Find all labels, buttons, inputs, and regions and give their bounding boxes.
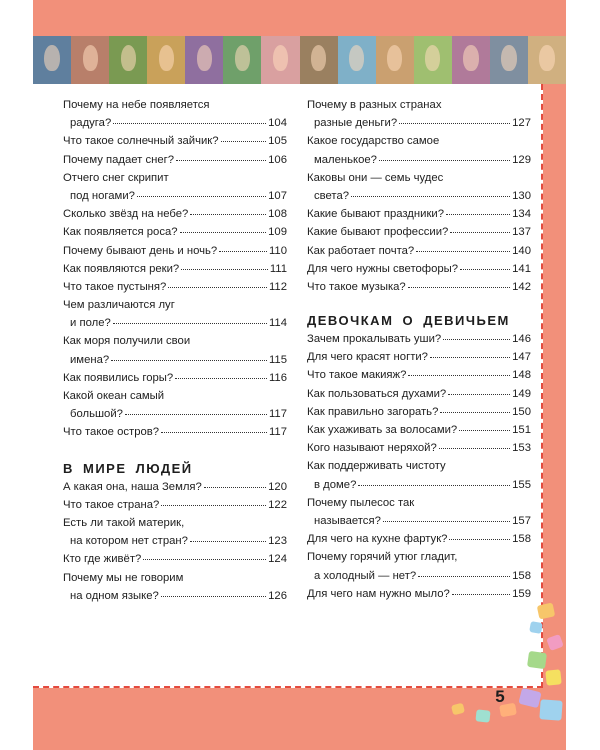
toc-entry bbox=[307, 585, 531, 603]
toc-entry-title: в доме? bbox=[314, 478, 357, 491]
toc-entry bbox=[63, 569, 287, 605]
toc-entry-line bbox=[63, 569, 287, 587]
toc-entry-title: разные деньги? bbox=[314, 117, 398, 130]
toc-entry-line bbox=[63, 260, 287, 278]
toc-entry-line bbox=[307, 439, 531, 457]
toc-entry-title: Как появились горы? bbox=[63, 371, 174, 384]
toc-entry-title: света? bbox=[314, 189, 350, 202]
toc-entry-title: Как правильно загорать? bbox=[307, 405, 439, 418]
dot-leader bbox=[161, 595, 266, 597]
toc-entry bbox=[307, 403, 531, 421]
toc-entry bbox=[63, 514, 287, 550]
toc-entry-title: большой? bbox=[70, 408, 123, 421]
child-photo bbox=[223, 36, 261, 84]
toc-entry-line bbox=[307, 223, 531, 241]
toc-entry bbox=[307, 132, 531, 168]
toc-entry-line bbox=[63, 387, 287, 405]
toc-left-column bbox=[63, 96, 287, 605]
section-heading-girls: ДЕВОЧКАМ О ДЕВИЧЬЕМ bbox=[307, 313, 510, 329]
toc-page-number: 107 bbox=[268, 189, 287, 202]
toc-page-number: 158 bbox=[512, 533, 531, 546]
dot-leader bbox=[113, 122, 266, 124]
toc-entry-line bbox=[307, 457, 531, 475]
toc-page-number: 151 bbox=[512, 424, 531, 436]
dot-leader bbox=[408, 374, 510, 376]
toc-entry bbox=[63, 369, 287, 387]
toc-page-number: 141 bbox=[512, 262, 531, 275]
photo-strip bbox=[33, 36, 566, 84]
toc-entry-line bbox=[307, 403, 531, 421]
left-entries bbox=[63, 96, 287, 442]
toc-entry-line bbox=[307, 366, 531, 384]
toc-page-number: 140 bbox=[512, 244, 531, 257]
toc-entry-line bbox=[63, 369, 287, 387]
dot-leader bbox=[219, 250, 267, 252]
toc-entry-line bbox=[307, 330, 531, 348]
confetti-square bbox=[539, 699, 562, 720]
toc-entry bbox=[63, 496, 287, 514]
toc-page-number: 155 bbox=[512, 478, 531, 491]
dot-leader bbox=[416, 250, 510, 252]
toc-entry-line bbox=[307, 585, 531, 603]
toc-entry bbox=[63, 478, 287, 496]
toc-entry-line bbox=[63, 278, 287, 296]
toc-entry-line bbox=[63, 187, 287, 205]
toc-entry-line bbox=[63, 351, 287, 369]
toc-entry-line bbox=[307, 421, 531, 439]
child-photo bbox=[414, 36, 452, 84]
toc-entry-line bbox=[63, 242, 287, 260]
dot-leader bbox=[181, 268, 268, 270]
toc-page-number: 105 bbox=[268, 135, 287, 148]
toc-page-number: 134 bbox=[512, 208, 531, 221]
toc-entry-line bbox=[63, 405, 287, 423]
toc-entry-title: Почему падает снег? bbox=[63, 153, 175, 166]
toc-entry bbox=[307, 457, 531, 493]
dot-leader bbox=[204, 486, 266, 488]
toc-entry-line bbox=[307, 114, 531, 132]
toc-page-number: 115 bbox=[268, 353, 287, 366]
toc-entry-line bbox=[63, 223, 287, 241]
toc-entry-line bbox=[307, 512, 531, 530]
toc-page-number: 159 bbox=[512, 587, 531, 600]
toc-entry-title: на одном языке? bbox=[70, 589, 159, 602]
toc-entry bbox=[307, 530, 531, 548]
toc-entry bbox=[63, 132, 287, 150]
toc-page-number: 146 bbox=[512, 333, 531, 346]
toc-entry-title: Какое государство самое bbox=[307, 135, 440, 148]
toc-entry bbox=[63, 296, 287, 332]
toc-page-number: 108 bbox=[268, 208, 287, 221]
toc-entry bbox=[63, 387, 287, 423]
toc-entry-line bbox=[63, 96, 287, 114]
toc-entry-title: Что такое музыка? bbox=[307, 280, 406, 293]
toc-entry-line bbox=[63, 587, 287, 605]
toc-entry-line bbox=[63, 205, 287, 223]
toc-entry-title: Что такое страна? bbox=[63, 498, 160, 511]
toc-entry-line bbox=[307, 385, 531, 403]
toc-page-number: 114 bbox=[268, 317, 287, 330]
toc-entry-title: Как поддерживать чистоту bbox=[307, 460, 446, 473]
right-entries bbox=[307, 96, 531, 296]
toc-entry-title: Как появляется роса? bbox=[63, 226, 178, 239]
toc-entry-title: Почему пылесос так bbox=[307, 496, 415, 509]
toc-entry-line bbox=[307, 348, 531, 366]
toc-entry bbox=[307, 366, 531, 384]
dot-leader bbox=[221, 140, 267, 142]
confetti-square bbox=[545, 669, 561, 685]
girls-entries bbox=[307, 330, 531, 603]
child-photo bbox=[338, 36, 376, 84]
toc-entry-title: Как моря получили свои bbox=[63, 335, 191, 348]
toc-entry-title: а холодный — нет? bbox=[314, 569, 417, 582]
toc-page-number: 126 bbox=[268, 589, 287, 602]
toc-entry-title: Как пользоваться духами? bbox=[307, 387, 447, 400]
toc-page-number: 158 bbox=[512, 569, 531, 582]
toc-page-number: 124 bbox=[268, 553, 287, 566]
toc-entry-line bbox=[307, 151, 531, 169]
toc-entry-title: под ногами? bbox=[70, 189, 135, 202]
child-photo bbox=[376, 36, 414, 84]
toc-entry bbox=[307, 330, 531, 348]
section-spacer bbox=[63, 442, 287, 460]
toc-page-number: 106 bbox=[268, 153, 287, 166]
toc-entry bbox=[63, 550, 287, 568]
toc-entry-title: Для чего нам нужно мыло? bbox=[307, 587, 450, 600]
toc-entry-title: Есть ли такой материк, bbox=[63, 516, 185, 529]
toc-entry-title: называется? bbox=[314, 514, 381, 527]
toc-page-number: 147 bbox=[512, 351, 531, 364]
toc-page-number: 130 bbox=[512, 189, 531, 202]
dot-leader bbox=[180, 231, 267, 233]
toc-entry bbox=[307, 223, 531, 241]
toc-entry-title: Что такое остров? bbox=[63, 426, 160, 439]
toc-entry bbox=[63, 223, 287, 241]
toc-entry-title: и поле? bbox=[70, 317, 111, 330]
toc-entry-line bbox=[307, 278, 531, 296]
toc-entry-title: Кто где живёт? bbox=[63, 553, 142, 566]
dot-leader bbox=[399, 122, 510, 124]
toc-entry-title: Зачем прокалывать уши? bbox=[307, 333, 442, 346]
toc-entry-title: Что такое солнечный зайчик? bbox=[63, 135, 219, 148]
dot-leader bbox=[111, 359, 267, 361]
toc-page-number: 137 bbox=[512, 226, 531, 239]
child-photo bbox=[490, 36, 528, 84]
toc-entry bbox=[307, 385, 531, 403]
toc-page-number: 111 bbox=[269, 262, 287, 275]
toc-entry-title: Каковы они — семь чудес bbox=[307, 171, 444, 184]
toc-entry bbox=[63, 96, 287, 132]
toc-page-number: 123 bbox=[268, 535, 287, 548]
toc-page-number: 122 bbox=[268, 498, 287, 511]
toc-page-number: 104 bbox=[268, 117, 287, 130]
child-photo bbox=[71, 36, 109, 84]
dot-leader bbox=[168, 286, 267, 288]
toc-page-number: 149 bbox=[512, 387, 531, 400]
toc-entry-title: Для чего нужны светофоры? bbox=[307, 262, 459, 275]
toc-entry-title: на котором нет стран? bbox=[70, 535, 188, 548]
dot-leader bbox=[190, 540, 266, 542]
dot-leader bbox=[383, 520, 510, 522]
toc-entry-line bbox=[63, 332, 287, 350]
toc-entry-line bbox=[307, 169, 531, 187]
toc-page-number: 120 bbox=[268, 480, 287, 493]
dot-leader bbox=[440, 411, 510, 413]
toc-entry-title: Какой океан самый bbox=[63, 390, 165, 402]
dot-leader bbox=[452, 593, 510, 595]
dot-leader bbox=[113, 322, 267, 324]
toc-entry-line bbox=[307, 242, 531, 260]
toc-entry bbox=[307, 421, 531, 439]
dot-leader bbox=[358, 484, 510, 486]
toc-entry-title: Что такое пустыня? bbox=[63, 280, 167, 293]
toc-entry bbox=[63, 169, 287, 205]
toc-entry-title: маленькое? bbox=[314, 153, 377, 166]
toc-entry-line bbox=[307, 548, 531, 566]
toc-entry-title: Какие бывают профессии? bbox=[307, 226, 449, 239]
page-number: 5 bbox=[495, 687, 505, 706]
toc-entry-line bbox=[63, 496, 287, 514]
dot-leader bbox=[450, 231, 510, 233]
toc-entry bbox=[307, 494, 531, 530]
toc-entry bbox=[307, 260, 531, 278]
child-photo bbox=[109, 36, 147, 84]
section-spacer bbox=[307, 296, 531, 312]
confetti-square bbox=[527, 651, 547, 669]
dot-leader bbox=[125, 413, 267, 415]
toc-entry-title: радуга? bbox=[70, 117, 112, 130]
dot-leader bbox=[446, 213, 510, 215]
dot-leader bbox=[459, 429, 510, 431]
toc-entry-line bbox=[63, 296, 287, 314]
toc-entry bbox=[63, 423, 287, 441]
toc-entry bbox=[307, 205, 531, 223]
world-entries bbox=[63, 478, 287, 605]
dot-leader bbox=[448, 393, 510, 395]
toc-page-number: 157 bbox=[512, 514, 531, 527]
dot-leader bbox=[408, 286, 510, 288]
child-photo bbox=[261, 36, 299, 84]
child-photo bbox=[300, 36, 338, 84]
dot-leader bbox=[175, 377, 267, 379]
toc-entry-line bbox=[63, 151, 287, 169]
toc-entry bbox=[63, 278, 287, 296]
toc-entry-line bbox=[307, 476, 531, 494]
toc-page-number: 129 bbox=[512, 153, 531, 166]
toc-entry bbox=[63, 205, 287, 223]
toc-entry bbox=[63, 260, 287, 278]
toc-entry-line bbox=[63, 314, 287, 332]
child-photo bbox=[185, 36, 223, 84]
dot-leader bbox=[439, 447, 510, 449]
dot-leader bbox=[379, 159, 510, 161]
toc-entry bbox=[307, 278, 531, 296]
toc-entry-line bbox=[307, 187, 531, 205]
toc-entry-title: Отчего снег скрипит bbox=[63, 171, 169, 184]
toc-entry-title: А какая она, наша Земля? bbox=[63, 480, 202, 493]
toc-entry bbox=[307, 169, 531, 205]
toc-entry-line bbox=[307, 132, 531, 150]
toc-entry-title: Сколько звёзд на небе? bbox=[63, 208, 189, 221]
toc-page-number: 110 bbox=[268, 244, 287, 257]
toc-entry-title: Почему в разных странах bbox=[307, 99, 442, 111]
toc-entry-line bbox=[63, 169, 287, 187]
toc-page-number: 148 bbox=[512, 369, 531, 382]
child-photo bbox=[147, 36, 185, 84]
dot-leader bbox=[176, 159, 266, 161]
child-photo bbox=[528, 36, 566, 84]
toc-entry-line bbox=[63, 132, 287, 150]
dot-leader bbox=[443, 338, 510, 340]
toc-entry-line bbox=[307, 530, 531, 548]
toc-page-number: 116 bbox=[268, 371, 287, 384]
toc-entry-title: Кого называют неряхой? bbox=[307, 442, 437, 455]
section-heading-world: В МИРЕ ЛЮДЕЙ bbox=[63, 460, 193, 476]
toc-entry bbox=[63, 242, 287, 260]
toc-page-number: 150 bbox=[512, 405, 531, 418]
confetti-square bbox=[529, 621, 543, 634]
toc-entry-title: Для чего красят ногти? bbox=[307, 351, 428, 364]
toc-entry bbox=[307, 439, 531, 457]
toc-entry-line bbox=[307, 205, 531, 223]
child-photo bbox=[33, 36, 71, 84]
toc-entry-line bbox=[307, 260, 531, 278]
toc-entry bbox=[307, 548, 531, 584]
toc-page-number: 142 bbox=[512, 280, 531, 293]
dot-leader bbox=[449, 538, 510, 540]
dot-leader bbox=[161, 504, 266, 506]
toc-entry-line bbox=[307, 567, 531, 585]
toc-entry-title: Почему бывают день и ночь? bbox=[63, 244, 218, 257]
toc-page-number: 153 bbox=[512, 442, 531, 455]
toc-entry-line bbox=[307, 96, 531, 114]
toc-right-column bbox=[307, 96, 531, 603]
toc-entry-title: Как работает почта? bbox=[307, 244, 415, 257]
toc-entry bbox=[63, 332, 287, 368]
dot-leader bbox=[161, 431, 267, 433]
dot-leader bbox=[137, 195, 266, 197]
toc-entry-title: Для чего на кухне фартук? bbox=[307, 533, 448, 546]
toc-entry-title: Как появляются реки? bbox=[63, 262, 180, 275]
dot-leader bbox=[418, 575, 510, 577]
child-photo bbox=[452, 36, 490, 84]
toc-entry-title: Что такое макияж? bbox=[307, 369, 407, 382]
toc-entry-line bbox=[63, 532, 287, 550]
toc-entry-title: Почему мы не говорим bbox=[63, 571, 184, 584]
dot-leader bbox=[351, 195, 510, 197]
toc-entry-line bbox=[307, 494, 531, 512]
toc-entry bbox=[307, 96, 531, 132]
toc-entry-title: Почему горячий утюг гладит, bbox=[307, 551, 458, 564]
toc-entry-line bbox=[63, 423, 287, 441]
toc-entry-title: Почему на небе появляется bbox=[63, 99, 210, 111]
toc-page-number: 109 bbox=[268, 226, 287, 239]
dot-leader bbox=[143, 558, 266, 560]
toc-entry-title: Чем различаются луг bbox=[63, 299, 175, 312]
toc-entry bbox=[307, 242, 531, 260]
toc-entry-line bbox=[63, 514, 287, 532]
dot-leader bbox=[430, 356, 510, 358]
toc-entry-line bbox=[63, 478, 287, 496]
toc-entry bbox=[63, 151, 287, 169]
toc-entry-line bbox=[63, 114, 287, 132]
toc-page-number: 117 bbox=[268, 426, 287, 439]
toc-page-number: 117 bbox=[268, 408, 287, 421]
toc-entry-line bbox=[63, 550, 287, 568]
toc-entry-title: Как ухаживать за волосами? bbox=[307, 424, 458, 436]
toc-page-number: 112 bbox=[268, 280, 287, 293]
toc-page-number: 127 bbox=[512, 117, 531, 130]
dot-leader bbox=[460, 268, 510, 270]
toc-entry-title: Какие бывают праздники? bbox=[307, 208, 444, 221]
toc-entry bbox=[307, 348, 531, 366]
toc-entry-title: имена? bbox=[70, 353, 110, 366]
dot-leader bbox=[190, 213, 266, 215]
